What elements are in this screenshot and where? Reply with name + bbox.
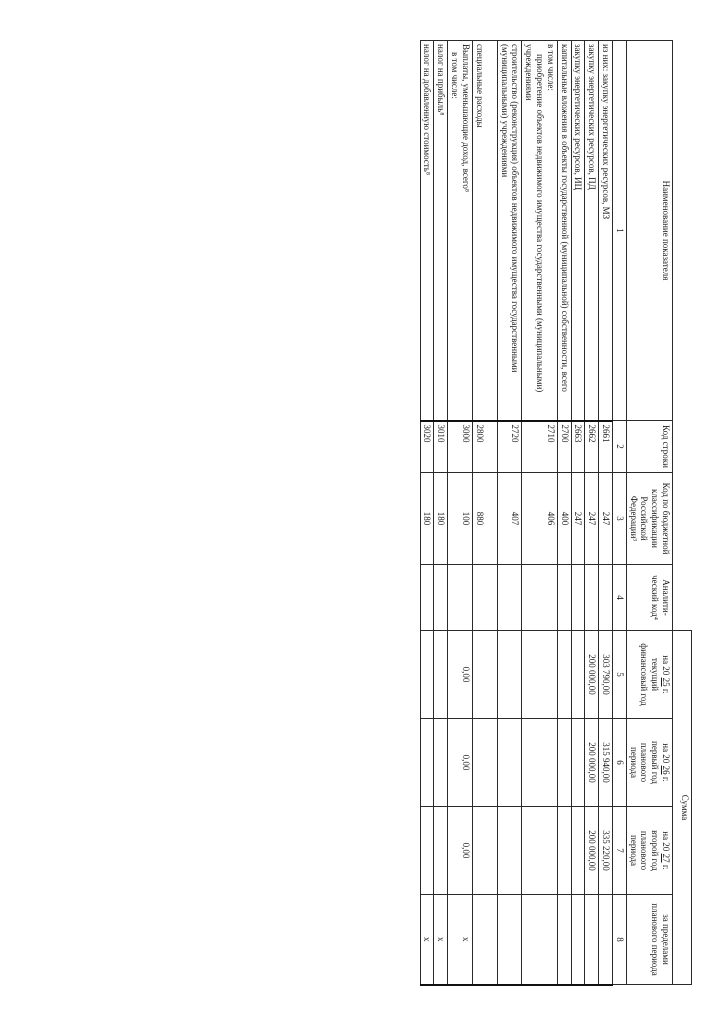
row-y3	[434, 807, 448, 895]
row-code: 2661	[599, 421, 613, 473]
row-beyond	[557, 895, 571, 985]
row-code: 2720	[497, 421, 522, 473]
indicator-table	[420, 40, 692, 986]
row-label: из них: закупку энергетических ресурсов, МЗ	[599, 41, 613, 421]
row-beyond	[497, 895, 522, 985]
row-beyond	[472, 895, 497, 985]
row-y1	[472, 631, 497, 719]
row-beyond	[522, 895, 557, 985]
row-3020	[420, 41, 434, 985]
row-y2	[571, 719, 585, 807]
row-analytic	[522, 565, 557, 631]
row-beyond	[599, 895, 613, 985]
row-kbk: 247	[585, 473, 599, 565]
row-y3: 200 000,00	[585, 807, 599, 895]
header-summa: Сумма	[673, 631, 692, 985]
row-3000	[448, 41, 473, 985]
row-2663	[571, 41, 585, 985]
row-y3	[420, 807, 434, 895]
row-label: в том числе: приобретение объектов недвижимого имущества государственными (муниципальными) учреждениями	[522, 41, 557, 421]
row-kbk: 100	[448, 473, 473, 565]
row-y2: 200 000,00	[585, 719, 599, 807]
row-kbk: 247	[599, 473, 613, 565]
row-y3	[472, 807, 497, 895]
row-label: капитальные вложения в объекты государственной (муниципальной) собственности, всего	[557, 41, 571, 421]
row-code: 2700	[557, 421, 571, 473]
row-y2	[497, 719, 522, 807]
row-y1	[557, 631, 571, 719]
row-label: строительство (реконструкция) объектов недвижимого имущества государственными (муниципальными) учреждениями	[497, 41, 522, 421]
header-analytic: Аналити-ческий код⁴	[626, 565, 672, 631]
row-kbk: 180	[434, 473, 448, 565]
row-y2	[557, 719, 571, 807]
header-year-3: на 20 27 г. второй год планового периода	[626, 807, 672, 895]
row-code: 2800	[472, 421, 497, 473]
row-code: 2663	[571, 421, 585, 473]
row-y1	[522, 631, 557, 719]
row-y1: 0,00	[448, 631, 473, 719]
row-analytic	[557, 565, 571, 631]
row-kbk: 247	[571, 473, 585, 565]
row-beyond: x	[448, 895, 473, 985]
column-number-row	[613, 41, 627, 985]
row-beyond: x	[420, 895, 434, 985]
row-2720	[497, 41, 522, 985]
row-y3	[522, 807, 557, 895]
row-y3	[571, 807, 585, 895]
header-blank	[673, 41, 692, 631]
row-beyond: x	[434, 895, 448, 985]
colnum-7: 7	[613, 807, 627, 895]
row-y2	[420, 719, 434, 807]
row-kbk: 880	[472, 473, 497, 565]
row-y2	[522, 719, 557, 807]
row-2662	[585, 41, 599, 985]
row-code: 3010	[434, 421, 448, 473]
row-y1: 200 000,00	[585, 631, 599, 719]
colnum-6: 6	[613, 719, 627, 807]
row-label: налог на добавленную стоимость⁸	[420, 41, 434, 421]
row-label: закупку энергетических ресурсов, ПД	[585, 41, 599, 421]
row-2700	[557, 41, 571, 985]
row-kbk: 180	[420, 473, 434, 565]
row-code: 2710	[522, 421, 557, 473]
colnum-3: 3	[613, 473, 627, 565]
row-code: 3000	[448, 421, 473, 473]
row-label: закупку энергетических ресурсов, ИЦ	[571, 41, 585, 421]
row-y1: 303 790,00	[599, 631, 613, 719]
row-code: 3020	[420, 421, 434, 473]
header-row-2	[626, 41, 672, 985]
row-analytic	[434, 565, 448, 631]
row-y3: 0,00	[448, 807, 473, 895]
row-label: Выплаты, уменьшающие доход, всего⁸ в том числе:	[448, 41, 473, 421]
row-y2	[434, 719, 448, 807]
row-y1	[434, 631, 448, 719]
row-analytic	[448, 565, 473, 631]
row-2800	[472, 41, 497, 985]
row-kbk: 406	[522, 473, 557, 565]
header-row-1	[673, 41, 692, 985]
row-iz-nih	[599, 41, 613, 985]
row-y3	[497, 807, 522, 895]
header-name: Наименование показателя	[626, 41, 672, 421]
colnum-1: 1	[613, 41, 627, 421]
row-y1	[497, 631, 522, 719]
row-analytic	[420, 565, 434, 631]
row-y1	[420, 631, 434, 719]
row-y3: 335 220,00	[599, 807, 613, 895]
row-y2	[472, 719, 497, 807]
row-2710	[522, 41, 557, 985]
header-year-2: на 20 26 г. первый год планового периода	[626, 719, 672, 807]
colnum-2: 2	[613, 421, 627, 473]
row-label: специальные расходы	[472, 41, 497, 421]
row-analytic	[599, 565, 613, 631]
row-analytic	[585, 565, 599, 631]
row-analytic	[571, 565, 585, 631]
row-kbk: 407	[497, 473, 522, 565]
row-beyond	[585, 895, 599, 985]
header-beyond: за пределами планового периода	[626, 895, 672, 985]
row-analytic	[472, 565, 497, 631]
row-y2: 0,00	[448, 719, 473, 807]
row-analytic	[497, 565, 522, 631]
row-code: 2662	[585, 421, 599, 473]
colnum-4: 4	[613, 565, 627, 631]
colnum-8: 8	[613, 895, 627, 985]
colnum-5: 5	[613, 631, 627, 719]
header-kbk: Код по бюджетной классификации Российской Федерации³	[626, 473, 672, 565]
header-code: Код строки	[626, 421, 672, 473]
row-3010	[434, 41, 448, 985]
row-label: налог на прибыль⁸	[434, 41, 448, 421]
row-kbk: 400	[557, 473, 571, 565]
header-year-1: на 20 25 г. текущий финансовый год	[626, 631, 672, 719]
row-y1	[571, 631, 585, 719]
row-beyond	[571, 895, 585, 985]
row-y2: 315 940,00	[599, 719, 613, 807]
row-y3	[557, 807, 571, 895]
